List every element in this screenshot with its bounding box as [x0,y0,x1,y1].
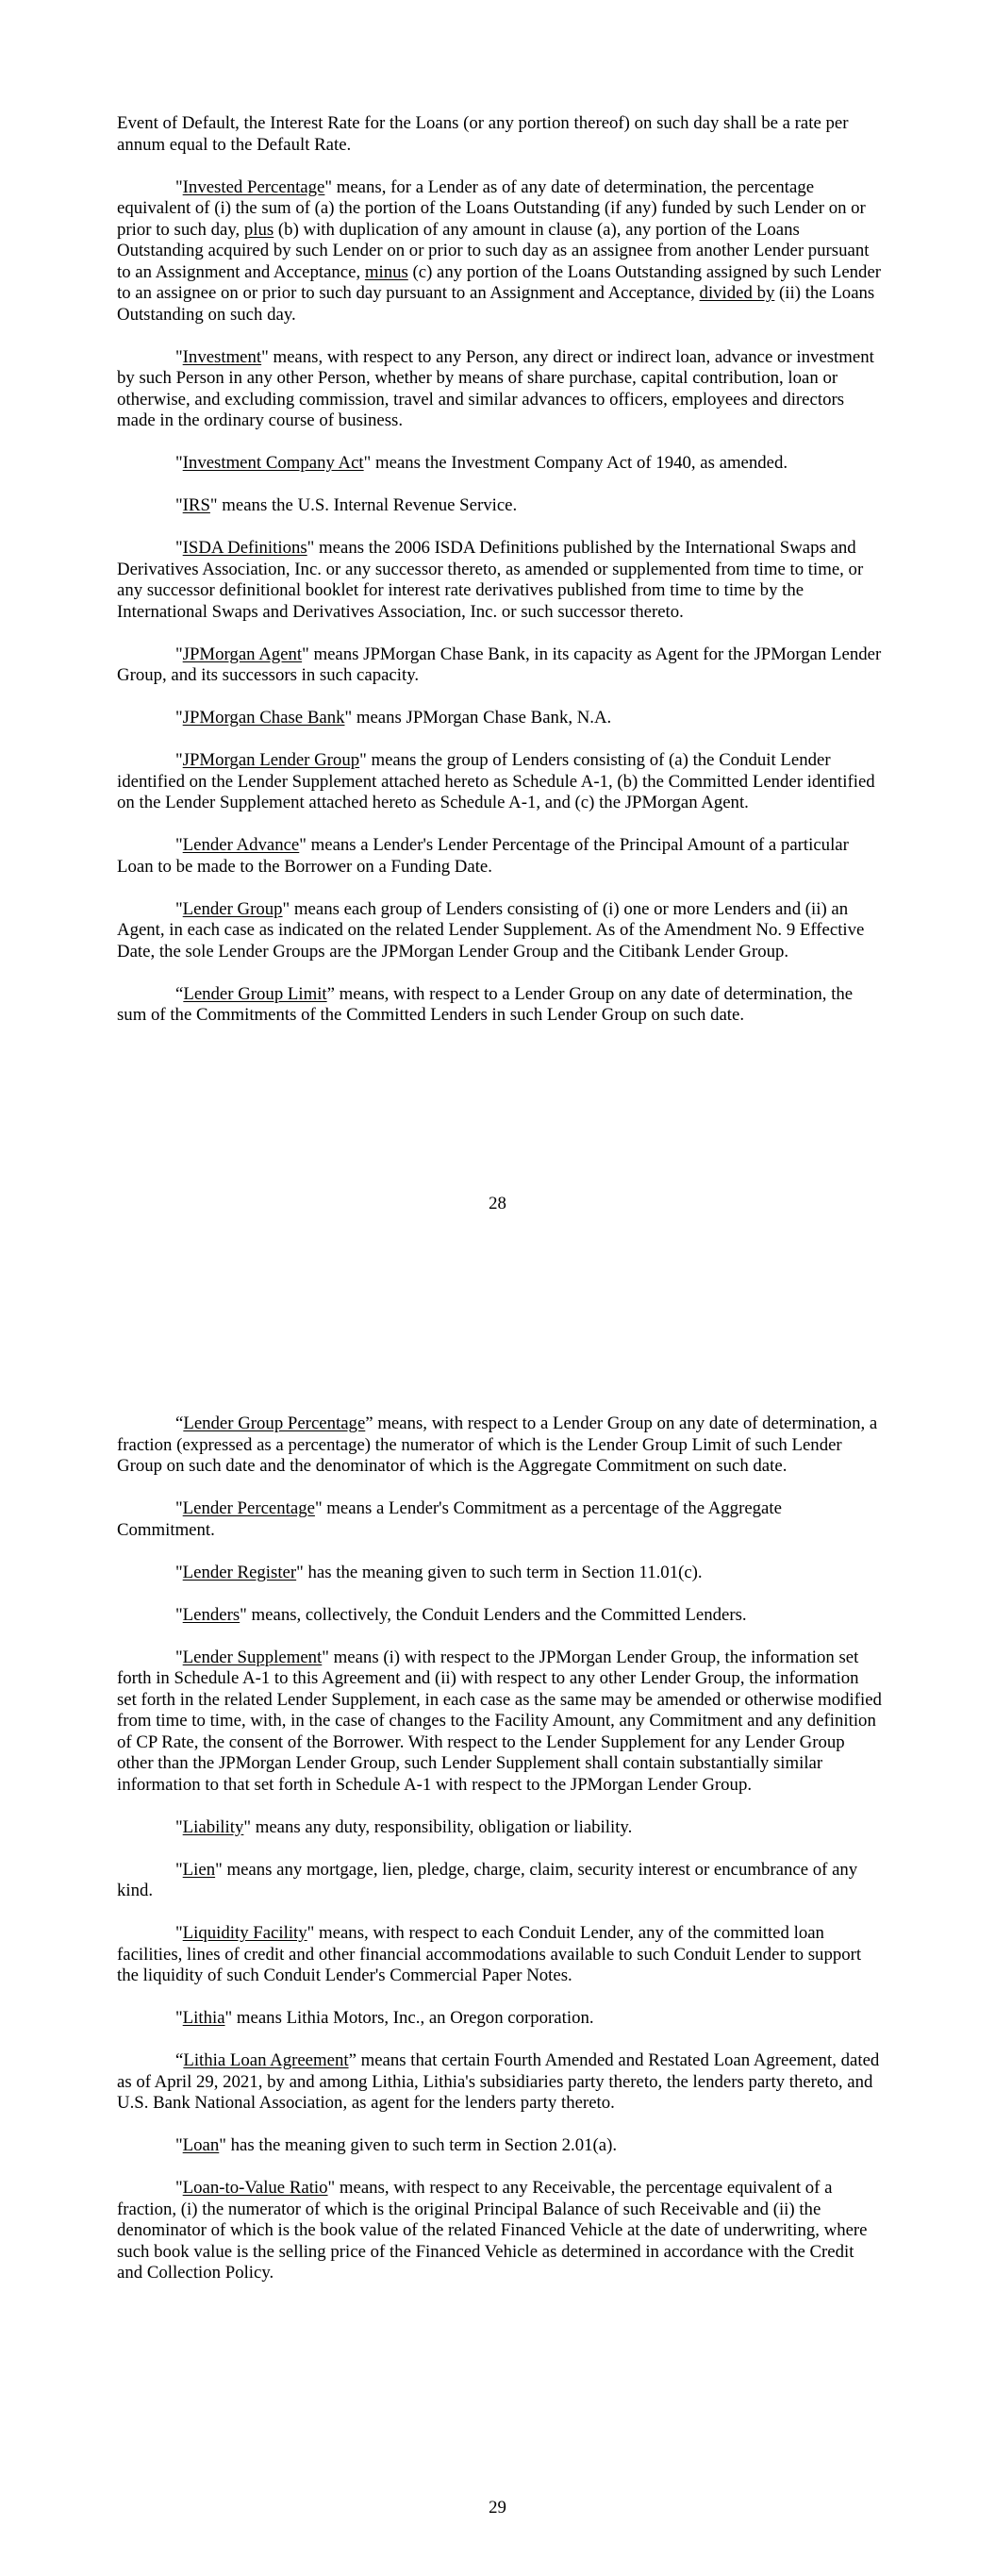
text-run: " [175,1562,183,1582]
definition-liquidity-facility [117,1923,883,1987]
defined-term: Lender Register [182,1562,297,1582]
definition-liability [117,1817,883,1839]
text-run: " means, for a Lender as of any date of determination, the percentage equivalent of (i) the sum of (a) the portion of the Loans Outstanding (if any) funded by such Lender on or prior to such day, [117,176,866,240]
page-number: 29 [489,2498,506,2517]
text-run: " has the meaning given to such term in Section 2.01(a). [219,2135,618,2155]
text-run: " [175,1647,183,1667]
text-run: " [175,453,183,473]
defined-term: Invested Percentage [182,176,325,197]
paragraph-continuation [117,113,883,156]
text-run: " [175,538,183,558]
text-run: “ [175,2050,184,2070]
text-run: " [175,708,183,728]
definition-lithia [117,2008,883,2030]
defined-term: Lender Group Limit [183,983,327,1004]
defined-term: Lithia [182,2008,225,2028]
definition-lender-group-percentage [117,1413,883,1478]
defined-term: Loan-to-Value Ratio [182,2178,328,2198]
text-run: " [175,176,183,197]
definition-lithia-loan-agreement [117,2050,883,2115]
definition-lender-percentage [117,1498,883,1541]
defined-term: IRS [182,495,210,515]
text-run: " means Lithia Motors, Inc., an Oregon corporation. [224,2008,594,2028]
definition-lien [117,1860,883,1902]
text-run: " [175,1816,183,1837]
definition-jpmorgan-chase-bank [117,708,883,729]
text-run: " means any mortgage, lien, pledge, charge, claim, security interest or encumbrance of any kind. [117,1859,858,1900]
text-run: " [175,644,183,664]
definition-lender-group [117,899,883,963]
defined-term: Lender Advance [182,835,300,855]
page-body [117,113,883,1047]
text-run: ” means, with respect to a Lender Group on any date of determination, a fraction (expressed as a percentage) the numerator of which is the Lender Group Limit of such Lender Group on such date and the denominator of which is the Aggregate Commitment on such date. [117,1413,878,1476]
defined-term: Lender Group Percentage [183,1413,366,1433]
text-run: " [175,2008,183,2028]
defined-term: minus [364,261,408,282]
defined-term: Lenders [182,1604,240,1625]
text-run: " means the Investment Company Act of 1940, as amended. [363,453,788,473]
defined-term: JPMorgan Chase Bank [182,708,345,728]
definition-lender-advance [117,835,883,878]
text-run: " [175,2135,183,2155]
page-number: 28 [489,1194,506,1213]
text-run: " [175,2178,183,2198]
page-29 [0,1288,995,2576]
definition-lenders [117,1605,883,1627]
text-run: " [175,1923,183,1943]
text-run: " has the meaning given to such term in Section 11.01(c). [296,1562,703,1582]
definition-irs [117,495,883,517]
text-run: “ [175,983,184,1004]
defined-term: plus [243,219,274,240]
definition-lender-supplement [117,1648,883,1797]
text-run: " means a Lender's Lender Percentage of the Principal Amount of a particular Loan to be made to the Borrower on a Funding Date. [117,835,849,877]
defined-term: Liquidity Facility [182,1923,307,1943]
text-run: " means, with respect to each Conduit Lender, any of the committed loan facilities, lines of credit and other financial accommodations available to such Conduit Lender to support the liquidity of such Conduit Lender's Commercial Paper Notes. [117,1923,862,1985]
defined-term: Loan [182,2135,220,2155]
text-run: " [175,1604,183,1625]
text-run: " means JPMorgan Chase Bank, in its capacity as Agent for the JPMorgan Lender Group, and its successors in such capacity. [117,644,882,685]
defined-term: Lender Supplement [182,1647,323,1667]
definition-lender-register [117,1563,883,1584]
text-run: Event of Default, the Interest Rate for the Loans (or any portion thereof) on such day shall be a rate per annum equal to the Default Rate. [117,113,849,155]
text-run: " means, collectively, the Conduit Lenders and the Committed Lenders. [240,1604,747,1625]
definition-loan [117,2135,883,2157]
text-run: " means JPMorgan Chase Bank, N.A. [344,708,612,728]
defined-term: divided by [699,283,775,303]
text-run: " means (i) with respect to the JPMorgan Lender Group, the information set forth in Schedule A-1 to this Agreement and (ii) with respect to any other Lender Group, the information set forth in the related Lender Supplement, in each case as the same may be amended or otherwise modified from time to time, with, in the case of changes to the Facility Amount, any Commitment and any definition of CP Rate, the consent of the Borrower. With respect to the Lender Supplement for any Lender Group other than the JPMorgan Lender Group, such Lender Supplement shall contain substantially similar information to that set forth in Schedule A-1 with respect to the JPMorgan Lender Group. [117,1647,882,1795]
definition-jpmorgan-lender-group [117,750,883,814]
text-run: " [175,835,183,855]
defined-term: Lithia Loan Agreement [183,2050,349,2070]
definition-isda-definitions [117,538,883,623]
text-run: " [175,898,183,919]
text-run: ” means that certain Fourth Amended and Restated Loan Agreement, dated as of April 29, 2021, by and among Lithia, Lithia's subsidiaries party thereto, the lenders party thereto, and U.S. Bank National Association, as agent for the lenders party thereto. [117,2050,880,2113]
text-run: " [175,1498,183,1518]
definition-investment [117,347,883,432]
defined-term: JPMorgan Lender Group [182,750,360,770]
defined-term: Liability [182,1816,244,1837]
text-run: " means, with respect to any Receivable, the percentage equivalent of a fraction, (i) the numerator of which is the original Principal Balance of such Receivable and (ii) the denominator of which is the book value of the related Financed Vehicle at the date of underwriting, where such book value is the selling price of the Financed Vehicle as determined in accordance with the Credit and Collection Policy. [117,2178,868,2283]
defined-term: ISDA Definitions [182,538,307,558]
text-run: " means the group of Lenders consisting of (a) the Conduit Lender identified on the Lender Supplement attached hereto as Schedule A-1, (b) the Committed Lender identified on the Lender Supplement attached hereto as Schedule A-1, and (c) the JPMorgan Agent. [117,750,875,812]
defined-term: Lender Percentage [182,1498,315,1518]
text-run: ” means, with respect to a Lender Group on any date of determination, the sum of the Commitments of the Committed Lenders in such Lender Group on such date. [117,983,854,1025]
text-run: " means a Lender's Commitment as a percentage of the Aggregate Commitment. [117,1498,782,1540]
text-run: " means each group of Lenders consisting of (i) one or more Lenders and (ii) an Agent, in each case as indicated on the related Lender Supplement. As of the Amendment No. 9 Effective Date, the sole Lender Groups are the JPMorgan Lender Group and the Citibank Lender Group. [117,898,865,962]
definition-jpmorgan-agent [117,644,883,687]
text-run: (ii) the Loans Outstanding on such day. [117,283,875,325]
text-run: " [175,346,183,367]
text-run: " means the U.S. Internal Revenue Service. [209,495,518,515]
defined-term: Investment Company Act [182,453,364,473]
text-run: " means any duty, responsibility, obligation or liability. [243,1816,633,1837]
text-run: " [175,495,183,515]
defined-term: JPMorgan Agent [182,644,303,664]
definition-invested-percentage [117,177,883,326]
defined-term: Lien [182,1859,216,1880]
text-run: " [175,750,183,770]
text-run: " means the 2006 ISDA Definitions published by the International Swaps and Derivatives Association, Inc. or any successor thereto, as amended or supplemented from time to time, or any successor definitional booklet for interest rate derivatives published from time to time by the International Swaps and Derivatives Association, Inc. or such successor thereto. [117,538,864,622]
definition-investment-company-act [117,453,883,475]
text-run: " [175,1859,183,1880]
text-run: (c) any portion of the Loans Outstanding assigned by such Lender to an assignee on or prior to such day pursuant to an Assignment and Acceptance, [117,261,882,303]
defined-term: Lender Group [182,898,283,919]
definition-lender-group-limit [117,984,883,1027]
text-run: " means, with respect to any Person, any direct or indirect loan, advance or investment by such Person in any other Person, whether by means of share purchase, capital contribution, loan or otherwise, and excluding commission, travel and similar advances to officers, employees and directors made in the ordinary course of business. [117,346,874,430]
defined-term: Investment [182,346,262,367]
page-body [117,1413,883,2305]
text-run: (b) with duplication of any amount in clause (a), any portion of the Loans Outstanding acquired by such Lender on or prior to such day as an assignee from another Lender pursuant to an Assignment and Acceptance, [117,219,870,282]
definition-loan-to-value-ratio [117,2178,883,2284]
text-run: “ [175,1413,184,1433]
